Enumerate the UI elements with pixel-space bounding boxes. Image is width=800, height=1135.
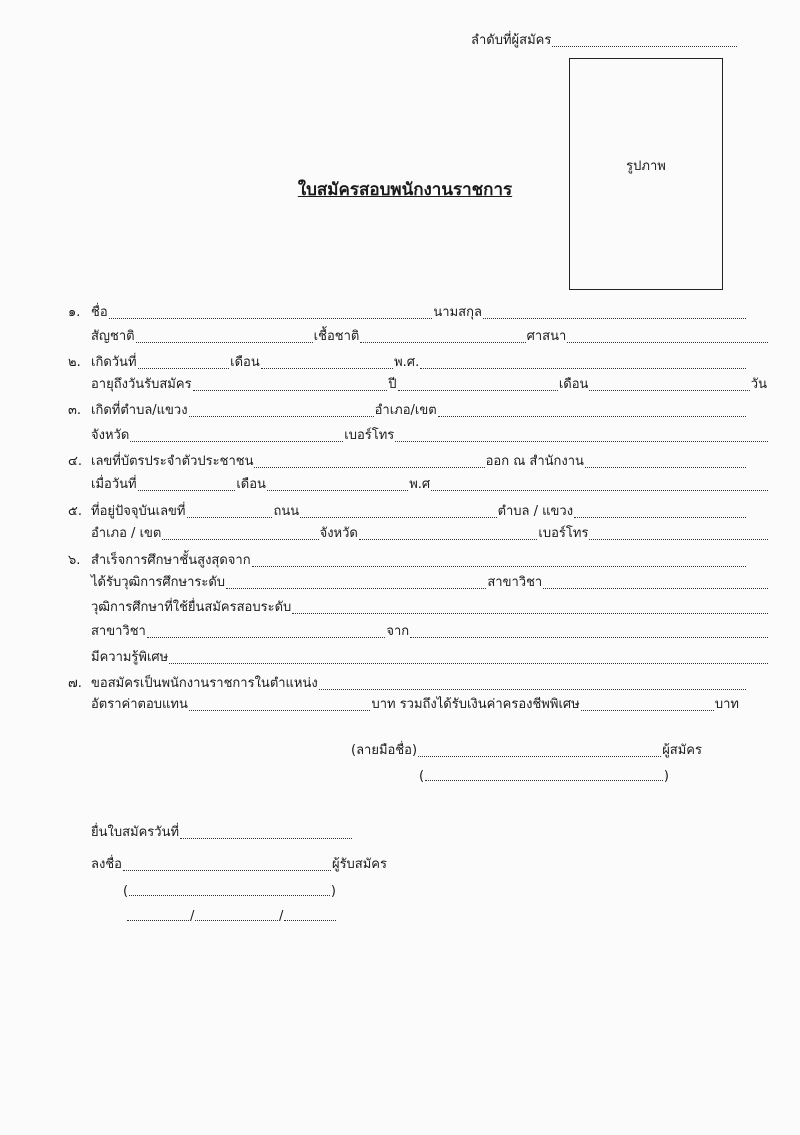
field-row-nationality[interactable] bbox=[68, 326, 768, 346]
field-label: เดือน bbox=[236, 477, 266, 492]
field-label: มีความรู้พิเศษ bbox=[91, 650, 169, 665]
field-label: สำเร็จการศึกษาชั้นสูงสุดจาก bbox=[91, 553, 251, 568]
fill-in-blank[interactable] bbox=[187, 505, 273, 518]
field-label: ( bbox=[419, 769, 425, 784]
field-label: ลงชื่อ bbox=[91, 857, 122, 872]
field-label: พ.ศ bbox=[409, 477, 431, 492]
field-label: ชื่อ bbox=[91, 305, 108, 320]
fill-in-blank[interactable] bbox=[431, 478, 768, 491]
field-row-education[interactable] bbox=[68, 550, 746, 570]
field-label: สาขาวิชา bbox=[487, 575, 543, 590]
fill-in-blank[interactable] bbox=[127, 908, 189, 921]
fill-in-blank[interactable] bbox=[147, 625, 386, 638]
field-row-name[interactable] bbox=[68, 302, 746, 322]
field-label: เบอร์โทร bbox=[538, 526, 589, 541]
applicant-signature-field[interactable] bbox=[350, 740, 703, 760]
field-label: อำเภอ / เขต bbox=[91, 526, 162, 541]
fill-in-blank[interactable] bbox=[193, 378, 388, 391]
fill-in-blank[interactable] bbox=[395, 429, 768, 442]
photo-box bbox=[569, 58, 723, 290]
fill-in-blank[interactable] bbox=[109, 306, 433, 319]
field-label: ๓. bbox=[68, 403, 82, 418]
fill-in-blank[interactable] bbox=[567, 330, 768, 343]
field-label: นามสกุล bbox=[433, 305, 482, 320]
field-label: / bbox=[278, 909, 284, 924]
receiver-signature-field[interactable] bbox=[90, 854, 388, 874]
field-label: จังหวัด bbox=[91, 428, 130, 443]
applicant-number-label: ลำดับที่ผู้สมัคร bbox=[471, 33, 552, 48]
field-label: ๔. bbox=[68, 454, 82, 469]
fill-in-blank[interactable] bbox=[359, 527, 538, 540]
fill-in-blank[interactable] bbox=[292, 601, 768, 614]
field-label: อำเภอ/เขต bbox=[374, 403, 437, 418]
field-row-degree[interactable] bbox=[68, 572, 768, 592]
fill-in-blank[interactable] bbox=[581, 698, 714, 711]
field-row-birthdate[interactable] bbox=[68, 352, 746, 372]
field-label: ๒. bbox=[68, 355, 81, 370]
field-label: ได้รับวุฒิการศึกษาระดับ bbox=[91, 575, 226, 590]
field-row-district[interactable] bbox=[68, 523, 768, 543]
field-label: ถนน bbox=[273, 504, 300, 519]
field-label: ๖. bbox=[68, 553, 81, 568]
submit-date-field[interactable] bbox=[90, 822, 352, 842]
field-row-major[interactable] bbox=[68, 621, 768, 641]
field-row-birthplace[interactable] bbox=[68, 400, 746, 420]
field-row-id-card[interactable] bbox=[68, 451, 746, 471]
field-label: อัตราค่าตอบแทน bbox=[91, 697, 188, 712]
fill-in-blank[interactable] bbox=[589, 378, 749, 391]
field-row-address[interactable] bbox=[68, 501, 746, 521]
field-label: เกิดที่ตำบล/แขวง bbox=[91, 403, 188, 418]
fill-in-blank[interactable] bbox=[483, 306, 746, 319]
fill-in-blank[interactable] bbox=[129, 883, 330, 896]
field-label: ผู้สมัคร bbox=[662, 743, 702, 758]
fill-in-blank[interactable] bbox=[319, 677, 746, 690]
field-label: ๕. bbox=[68, 504, 82, 519]
fill-in-blank[interactable] bbox=[267, 478, 408, 491]
field-row-special-skills[interactable] bbox=[68, 647, 768, 667]
fill-in-blank[interactable] bbox=[254, 455, 484, 468]
fill-in-blank[interactable] bbox=[189, 404, 374, 417]
field-label: อายุถึงวันรับสมัคร bbox=[91, 377, 192, 392]
field-label: พ.ศ. bbox=[394, 355, 420, 370]
fill-in-blank[interactable] bbox=[189, 698, 371, 711]
field-label: จังหวัด bbox=[319, 526, 358, 541]
fill-in-blank[interactable] bbox=[410, 625, 768, 638]
field-label: ขอสมัครเป็นพนักงานราชการในตำแหน่ง bbox=[91, 676, 318, 691]
field-label: เกิดวันที่ bbox=[91, 355, 137, 370]
fill-in-blank[interactable] bbox=[123, 858, 331, 871]
fill-in-blank[interactable] bbox=[130, 429, 343, 442]
field-label: บาท รวมถึงได้รับเงินค่าครองชีพพิเศษ bbox=[371, 697, 580, 712]
field-label: ยื่นใบสมัครวันที่ bbox=[91, 825, 180, 840]
field-label: ตำบล / แขวง bbox=[497, 504, 574, 519]
field-label: สัญชาติ bbox=[91, 329, 135, 344]
photo-label: รูปภาพ bbox=[626, 159, 666, 174]
field-row-salary[interactable] bbox=[68, 694, 740, 714]
fill-in-blank[interactable] bbox=[138, 478, 236, 491]
fill-in-blank[interactable] bbox=[420, 356, 746, 369]
field-row-position[interactable] bbox=[68, 673, 746, 693]
fill-in-blank[interactable] bbox=[589, 527, 768, 540]
fill-in-blank[interactable] bbox=[574, 505, 746, 518]
field-label: วุฒิการศึกษาที่ใช้ยื่นสมัครสอบระดับ bbox=[91, 600, 292, 615]
fill-in-blank bbox=[552, 34, 737, 47]
fill-in-blank[interactable] bbox=[169, 651, 768, 664]
fill-in-blank[interactable] bbox=[438, 404, 746, 417]
field-label: เบอร์โทร bbox=[344, 428, 395, 443]
field-label: ๑. bbox=[68, 305, 81, 320]
field-row-issue-date[interactable] bbox=[68, 474, 768, 494]
applicant-number-field[interactable] bbox=[470, 30, 737, 50]
field-label: ( bbox=[123, 884, 129, 899]
fill-in-blank[interactable] bbox=[138, 356, 230, 369]
field-label: เมื่อวันที่ bbox=[91, 477, 137, 492]
fill-in-blank[interactable] bbox=[261, 356, 393, 369]
fill-in-blank[interactable] bbox=[136, 330, 313, 343]
field-label: / bbox=[189, 909, 195, 924]
fill-in-blank[interactable] bbox=[162, 527, 318, 540]
fill-in-blank[interactable] bbox=[252, 554, 746, 567]
receiver-name-field[interactable] bbox=[122, 879, 337, 899]
fill-in-blank[interactable] bbox=[300, 505, 496, 518]
fill-in-blank[interactable] bbox=[195, 908, 278, 921]
field-label: ) bbox=[663, 769, 669, 784]
fill-in-blank[interactable] bbox=[585, 455, 746, 468]
applicant-name-field[interactable] bbox=[418, 764, 670, 784]
fill-in-blank[interactable] bbox=[226, 576, 486, 589]
field-label: เชื้อชาติ bbox=[313, 329, 360, 344]
fill-in-blank[interactable] bbox=[418, 744, 661, 757]
field-label: ออก ณ สำนักงาน bbox=[485, 454, 584, 469]
field-label: ที่อยู่ปัจจุบันเลขที่ bbox=[91, 504, 186, 519]
fill-in-blank[interactable] bbox=[425, 768, 663, 781]
fill-in-blank[interactable] bbox=[180, 826, 352, 839]
receipt-date-field[interactable] bbox=[127, 904, 336, 924]
field-label: ผู้รับสมัคร bbox=[331, 857, 387, 872]
field-label: เดือน bbox=[230, 355, 260, 370]
fill-in-blank[interactable] bbox=[543, 576, 768, 589]
field-label: วัน bbox=[750, 377, 767, 392]
fill-in-blank[interactable] bbox=[284, 908, 336, 921]
field-label: บาท bbox=[714, 697, 739, 712]
field-label: ปี bbox=[388, 377, 397, 392]
field-label: เดือน bbox=[558, 377, 589, 392]
field-label: (ลายมือชื่อ) bbox=[351, 743, 418, 758]
field-row-qualification[interactable] bbox=[68, 597, 768, 617]
field-row-age[interactable] bbox=[68, 374, 768, 394]
field-label: ศาสนา bbox=[526, 329, 567, 344]
field-row-province-phone[interactable] bbox=[68, 425, 768, 445]
field-label: เลขที่บัตรประจำตัวประชาชน bbox=[91, 454, 254, 469]
field-label: จาก bbox=[386, 624, 410, 639]
field-label: ๗. bbox=[68, 676, 82, 691]
fill-in-blank[interactable] bbox=[360, 330, 525, 343]
field-label: สาขาวิชา bbox=[91, 624, 146, 639]
fill-in-blank[interactable] bbox=[398, 378, 558, 391]
field-label: ) bbox=[330, 884, 336, 899]
page-title: ใบสมัครสอบพนักงานราชการ bbox=[297, 180, 513, 200]
